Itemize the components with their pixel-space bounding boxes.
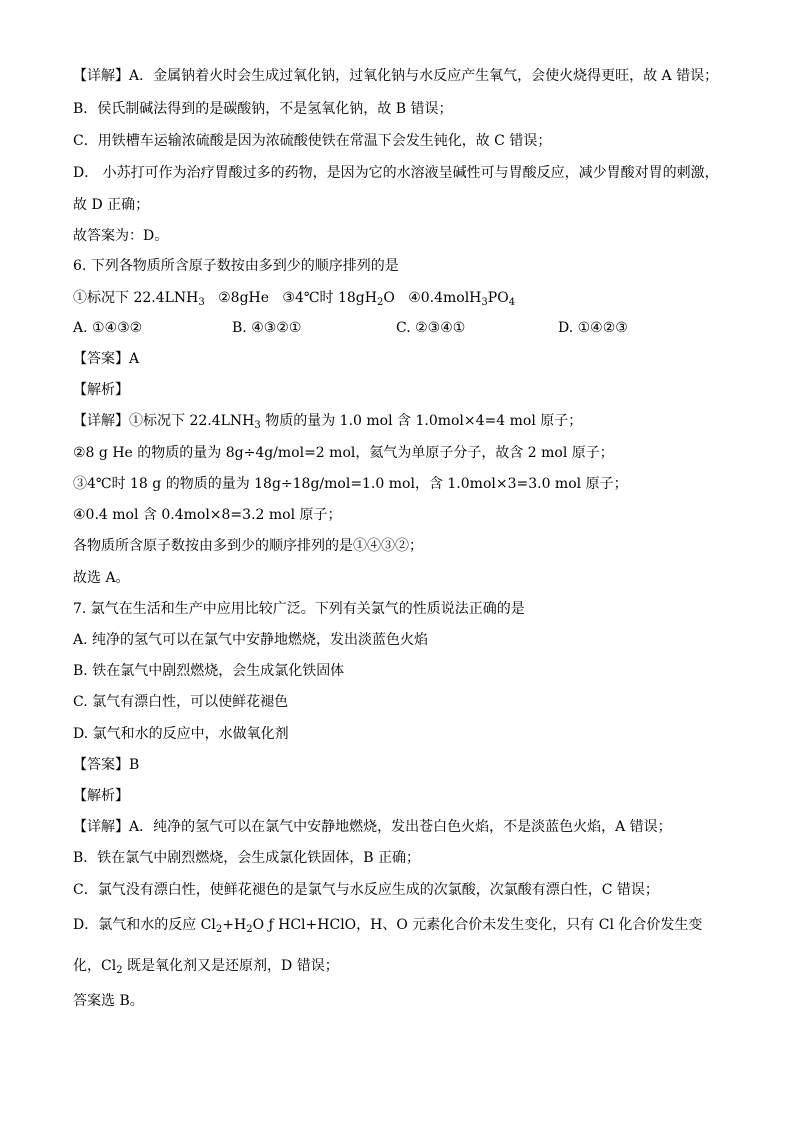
q7-stem: 7. 氯气在生活和生产中应用比较广泛。下列有关氯气的性质说法正确的是 xyxy=(73,601,525,617)
q6-option-d: D. ①④②③ xyxy=(558,320,628,336)
q6-detail-line-3: ③4℃时 18 g 的物质的量为 18g÷18g/mol=1.0 mol，含 1.0mol×3=3.0 mol 原子； xyxy=(73,476,628,492)
q6-analysis-heading: 【解析】 xyxy=(73,382,129,398)
q5-detail-line-5: 故 D 正确； xyxy=(73,197,150,213)
q6-answer: 【答案】A xyxy=(73,351,140,367)
q7-answer: 【答案】B xyxy=(73,757,140,773)
q6-detail-line-2: ②8 g He 的物质的量为 8g÷4g/mol=2 mol，氦气为单原子分子，故含 2 mol 原子； xyxy=(73,445,614,461)
q7-conclusion: 答案选 B。 xyxy=(73,993,144,1009)
q7-detail-line-1: 【详解】A．纯净的氢气可以在氯气中安静地燃烧，发出苍白色火焰，不是淡蓝色火焰，A 错误； xyxy=(73,819,672,835)
q7-analysis-heading: 【解析】 xyxy=(73,788,129,804)
q6-item-1: ①标况下 $22.4LNH_3$ xyxy=(73,290,205,308)
q7-option-c: C. 氯气有漂白性，可以使鲜花褪色 xyxy=(73,694,289,710)
q6-item-4: $④0.4molH_3PO_4$ xyxy=(408,290,516,308)
q7-detail-line-2: B．铁在氯气中剧烈燃烧，会生成氯化铁固体，B 正确； xyxy=(73,850,421,866)
q6-detail-line-4: ④0.4 mol 含 0.4mol×8=3.2 mol 原子； xyxy=(73,507,342,523)
q6-items xyxy=(73,288,515,308)
q6-stem: 6. 下列各物质所含原子数按由多到少的顺序排列的是 xyxy=(73,258,399,274)
q5-answer-line: 故答案为：D。 xyxy=(73,228,169,244)
q6-conclusion: 故选 A。 xyxy=(73,570,130,586)
q6-item-3: ③4℃时 $18gH_2O$ xyxy=(282,290,395,308)
q5-detail-line-2: B．侯氏制碱法得到的是碳酸钠，不是氢氧化钠，故 B 错误； xyxy=(73,101,453,117)
q6-detail-line-1: 【详解】①标况下 $22.4LNH_3$ 物质的量为 1.0 mol 含 1.0mol×4=4 mol 原子； xyxy=(73,413,583,431)
q7-detail-line-5: 化，$Cl_2$ 既是氧化剂又是还原剂，D 错误； xyxy=(73,958,339,976)
q7-option-b: B. 铁在氯气中剧烈燃烧，会生成氯化铁固体 xyxy=(73,663,345,679)
q5-detail-line-1: 【详解】A．金属钠着火时会生成过氧化钠，过氧化钠与水反应产生氧气，会使火烧得更旺，故 A 错误； xyxy=(73,68,719,84)
q7-detail-line-3: C．氯气没有漂白性，使鲜花褪色的是氯气与水反应生成的次氯酸，次氯酸有漂白性，C 错误； xyxy=(73,882,659,898)
q6-option-c: C. ②③④① xyxy=(396,320,466,336)
q5-detail-line-4: D． 小苏打可作为治疗胃酸过多的药物，是因为它的水溶液呈碱性可与胃酸反应，减少胃酸对胃的刺激， xyxy=(73,165,719,181)
q7-detail-line-4: D．氯气和水的反应 $Cl_2+H_2O$ ƒ HCl+HClO，H、O 元素化合价未发生变化，只有 Cl 化合价发生变 xyxy=(73,917,703,935)
q7-option-a: A. 纯净的氢气可以在氯气中安静地燃烧，发出淡蓝色火焰 xyxy=(73,632,429,648)
q6-detail-line-5: 各物质所含原子数按由多到少的顺序排列的是①④③②； xyxy=(73,538,423,554)
q6-option-b: B. ④③②① xyxy=(232,320,302,336)
q7-option-d: D. 氯气和水的反应中，水做氧化剂 xyxy=(73,726,289,742)
q6-item-2: ②8gHe xyxy=(218,290,270,306)
q5-detail-line-3: C．用铁槽车运输浓硫酸是因为浓硫酸使铁在常温下会发生钝化，故 C 错误； xyxy=(73,133,552,149)
q6-option-a: A. ①④③② xyxy=(73,320,143,336)
